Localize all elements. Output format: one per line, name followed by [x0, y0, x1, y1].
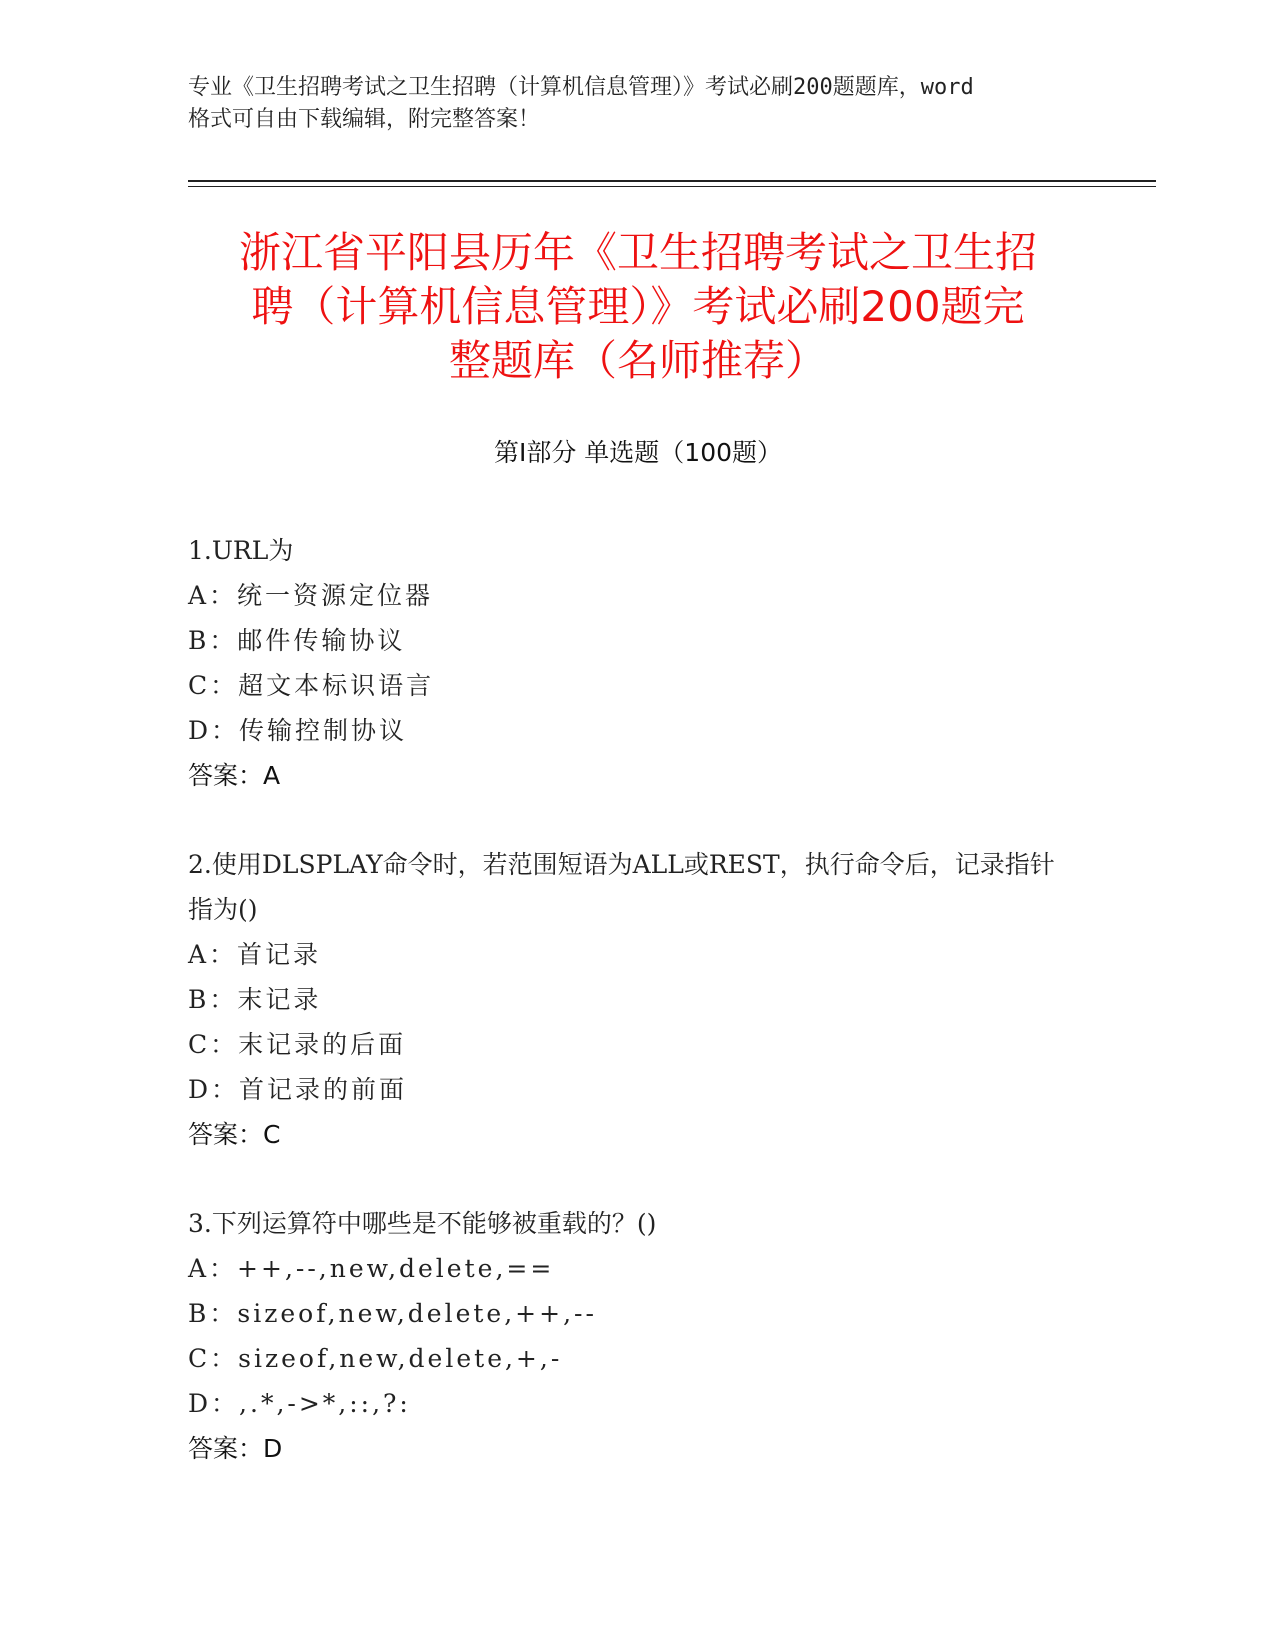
header-note-line-2: 格式可自由下载编辑，附完整答案！ [188, 107, 541, 132]
option-a: A：首记录 [188, 940, 322, 969]
question-2 [188, 842, 1068, 1157]
option-b: B：末记录 [188, 985, 322, 1014]
option-d: D：首记录的前面 [188, 1075, 408, 1104]
option-d: D：传输控制协议 [188, 716, 408, 745]
option-d: D：,.*,->*,::,?: [188, 1389, 411, 1418]
document-header-note [188, 72, 1088, 136]
answer-label: 答案：D [188, 1434, 283, 1463]
document-title [188, 226, 1088, 388]
option-b: B：sizeof,new,delete,++,-- [188, 1299, 597, 1328]
answer-label: 答案：C [188, 1120, 281, 1149]
option-c: C：末记录的后面 [188, 1030, 407, 1059]
question-list [188, 528, 1068, 1515]
question-text: 1.URL为 [188, 536, 294, 565]
question-3 [188, 1201, 1068, 1471]
question-text: 2.使用DLSPLAY命令时，若范围短语为ALL或REST，执行命令后，记录指针指为() [188, 850, 1055, 924]
option-a: A：++,--,new,delete,== [188, 1254, 555, 1283]
header-divider-thick [188, 180, 1156, 182]
option-b: B：邮件传输协议 [188, 626, 406, 655]
option-c: C：sizeof,new,delete,+,- [188, 1344, 563, 1373]
title-line-1: 浙江省平阳县历年《卫生招聘考试之卫生招 [238, 228, 1037, 277]
section-title: 第Ⅰ部分 单选题（100题） [493, 438, 783, 467]
header-divider-thin [188, 186, 1156, 187]
title-line-3: 整题库（名师推荐） [448, 336, 827, 385]
option-c: C：超文本标识语言 [188, 671, 435, 700]
header-note-line-1: 专业《卫生招聘考试之卫生招聘（计算机信息管理）》考试必刷200题题库，word [188, 75, 974, 100]
question-1 [188, 528, 1068, 798]
title-line-2: 聘（计算机信息管理）》考试必刷200题完 [251, 282, 1025, 331]
option-a: A：统一资源定位器 [188, 581, 434, 610]
answer-label: 答案：A [188, 761, 281, 790]
question-text: 3.下列运算符中哪些是不能够被重载的？() [188, 1209, 657, 1238]
